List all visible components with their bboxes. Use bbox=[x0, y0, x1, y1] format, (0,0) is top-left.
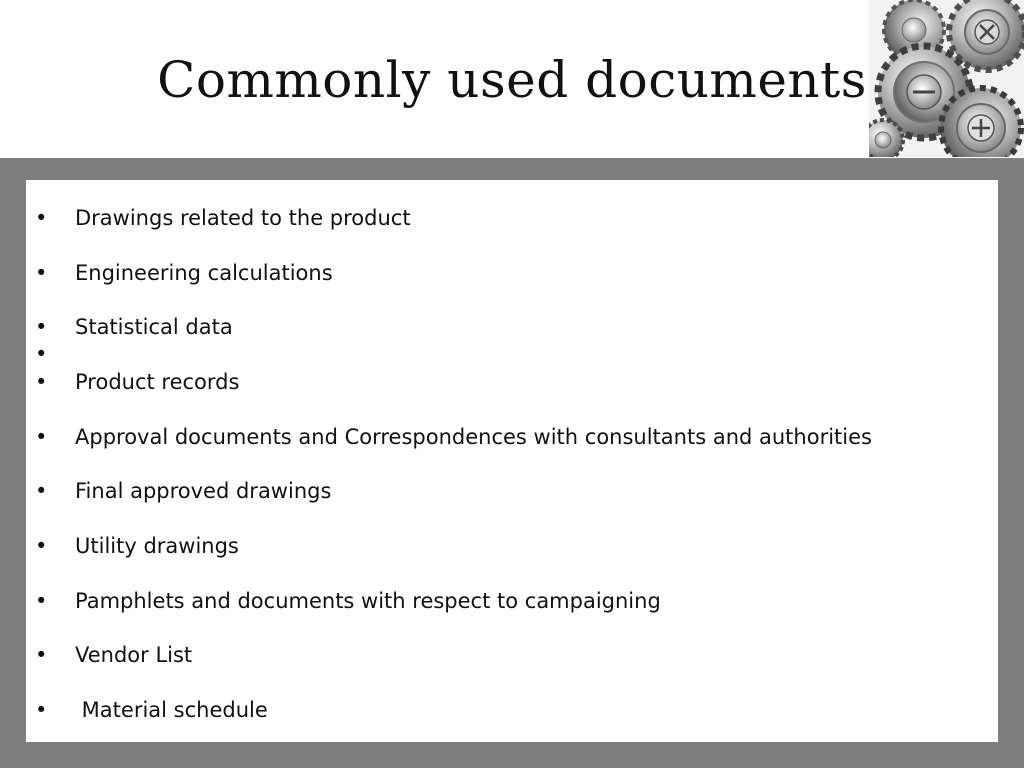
bullet-text: Material schedule bbox=[75, 698, 268, 722]
bullet-dot: • bbox=[35, 643, 48, 667]
bullet-item bbox=[26, 695, 986, 725]
bullet-dot: • bbox=[35, 315, 48, 339]
bullet-dot: • bbox=[35, 342, 48, 366]
bullet-dot: • bbox=[35, 425, 48, 449]
bullet-item bbox=[26, 531, 986, 561]
bullet-text: Statistical data bbox=[75, 315, 233, 339]
bullet-item-empty bbox=[26, 339, 986, 369]
bullet-dot: • bbox=[35, 206, 48, 230]
bullet-item bbox=[26, 476, 986, 506]
bullet-item bbox=[26, 312, 986, 342]
bullet-dot: • bbox=[35, 261, 48, 285]
bullet-text: Product records bbox=[75, 370, 240, 394]
bullet-text: Engineering calculations bbox=[75, 261, 333, 285]
bullet-item bbox=[26, 640, 986, 670]
bullet-text: Vendor List bbox=[75, 643, 193, 667]
content-box bbox=[26, 180, 998, 742]
bullet-item bbox=[26, 586, 986, 616]
bullet-text: Pamphlets and documents with respect to campaigning bbox=[75, 589, 661, 613]
bullet-dot: • bbox=[35, 479, 48, 503]
bullet-text: Drawings related to the product bbox=[75, 206, 411, 230]
bullet-item bbox=[26, 367, 986, 397]
bullet-item bbox=[26, 203, 986, 233]
gears-icon bbox=[869, 0, 1024, 157]
bullet-item bbox=[26, 258, 986, 288]
bullet-text: Utility drawings bbox=[75, 534, 239, 558]
title-area bbox=[0, 0, 1024, 158]
bullet-dot: • bbox=[35, 534, 48, 558]
bullet-text: Final approved drawings bbox=[75, 479, 332, 503]
bullet-dot: • bbox=[35, 370, 48, 394]
bullet-dot: • bbox=[35, 698, 48, 722]
bullet-item bbox=[26, 422, 986, 452]
slide-title: Commonly used documents bbox=[157, 51, 867, 109]
bullet-dot: • bbox=[35, 589, 48, 613]
bullet-text: Approval documents and Correspondences with consultants and authorities bbox=[75, 425, 872, 449]
